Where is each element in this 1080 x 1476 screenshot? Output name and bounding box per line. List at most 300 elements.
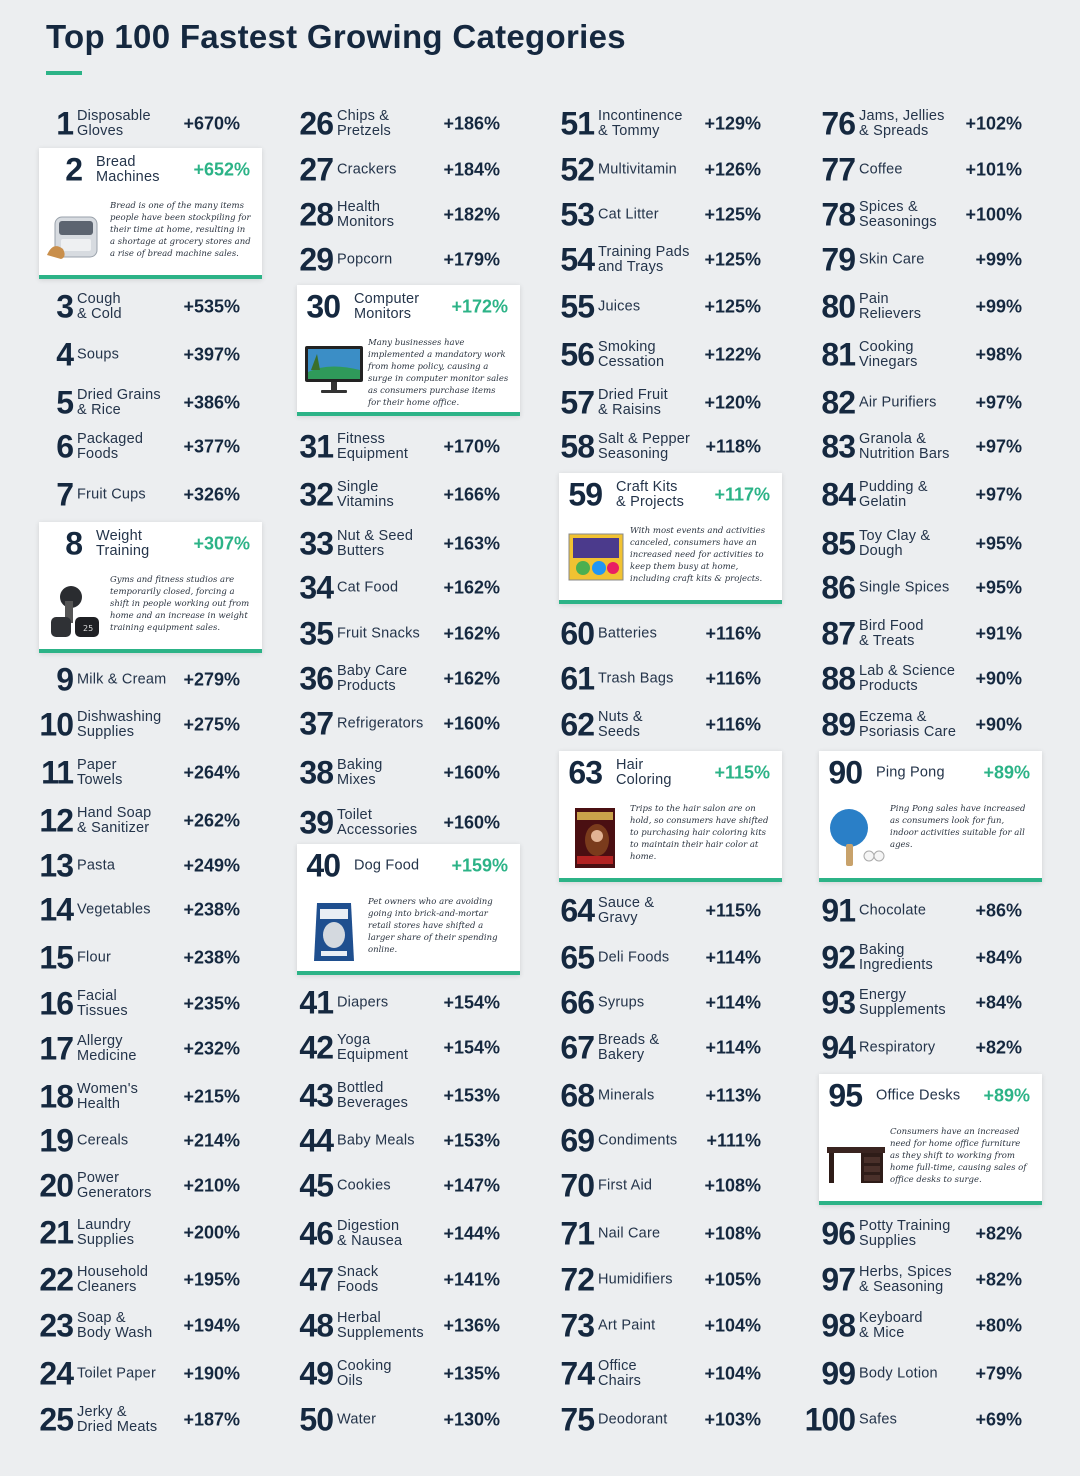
category-name: Bottled Beverages	[337, 1080, 409, 1111]
rank-number: 61	[560, 660, 594, 697]
featured-category-card	[297, 285, 520, 416]
category-row	[270, 1074, 510, 1118]
growth-percent: +200%	[183, 1222, 240, 1243]
growth-percent: +160%	[443, 812, 500, 833]
growth-percent: +86%	[975, 900, 1022, 921]
category-row	[10, 1075, 250, 1119]
rank-number: 65	[560, 939, 594, 976]
page-title: Top 100 Fastest Growing Categories	[46, 18, 626, 55]
category-row	[792, 657, 1032, 701]
rank-number: 88	[821, 660, 855, 697]
category-row	[10, 1304, 250, 1348]
growth-percent: +182%	[443, 204, 500, 225]
growth-percent: +116%	[705, 623, 761, 644]
rank-number: 37	[299, 705, 333, 742]
featured-category-card	[297, 844, 520, 975]
growth-percent: +264%	[183, 762, 240, 783]
category-row	[792, 333, 1032, 377]
rank-number: 19	[39, 1122, 73, 1159]
growth-percent: +535%	[183, 296, 240, 317]
growth-percent: +154%	[443, 992, 500, 1013]
rank-number: 30	[306, 288, 340, 325]
category-name: Spices & Seasonings	[859, 199, 937, 230]
growth-percent: +136%	[443, 1315, 500, 1336]
growth-percent: +377%	[183, 436, 240, 457]
growth-percent: +275%	[183, 714, 240, 735]
ping-pong-paddle-image	[825, 806, 887, 870]
growth-percent: +125%	[704, 249, 761, 270]
category-row	[792, 1212, 1032, 1256]
category-name: Condiments	[598, 1132, 678, 1149]
category-row	[792, 1352, 1032, 1396]
rank-number: 60	[560, 615, 594, 652]
rank-number: 75	[560, 1401, 594, 1438]
rank-number: 31	[299, 428, 333, 465]
growth-percent: +108%	[704, 1223, 761, 1244]
category-row	[819, 751, 1042, 795]
category-row	[531, 936, 771, 980]
category-row	[270, 751, 510, 795]
category-row	[270, 1119, 510, 1163]
category-row	[10, 425, 250, 469]
category-name: Yoga Equipment	[337, 1032, 409, 1063]
craft-kit-image	[565, 528, 627, 592]
rank-number: 48	[299, 1307, 333, 1344]
rank-number: 36	[299, 660, 333, 697]
growth-percent: +386%	[183, 392, 240, 413]
category-row	[559, 473, 782, 517]
growth-percent: +160%	[443, 713, 500, 734]
category-row	[270, 1164, 510, 1208]
category-row	[39, 522, 262, 566]
category-name: Bird Food & Treats	[859, 618, 924, 649]
growth-percent: +153%	[443, 1085, 500, 1106]
rank-number: 57	[560, 384, 594, 421]
category-name: Herbal Supplements	[337, 1310, 424, 1341]
category-row	[270, 1258, 510, 1302]
category-name: Herbs, Spices & Seasoning	[859, 1264, 952, 1295]
category-row	[792, 425, 1032, 469]
rank-number: 93	[821, 984, 855, 1021]
rank-number: 73	[560, 1307, 594, 1344]
growth-percent: +163%	[443, 533, 500, 554]
category-row	[531, 425, 771, 469]
rank-number: 99	[821, 1355, 855, 1392]
category-row	[10, 381, 250, 425]
growth-percent: +89%	[983, 762, 1030, 783]
category-name: Office Desks	[876, 1087, 961, 1104]
category-name: Hair Coloring	[616, 757, 672, 788]
rank-number: 23	[39, 1307, 73, 1344]
category-name: Household Cleaners	[77, 1264, 149, 1295]
rank-number: 71	[560, 1215, 594, 1252]
rank-number: 16	[39, 985, 73, 1022]
rank-number: 10	[39, 706, 73, 743]
category-name: Baby Care Products	[337, 663, 408, 694]
category-row	[270, 1352, 510, 1396]
growth-percent: +215%	[183, 1086, 240, 1107]
growth-percent: +95%	[975, 533, 1022, 554]
category-description: Gyms and fitness studios are temporarily closed, forcing a shift in people working out from home and an increase in weight training equipment sales.	[110, 575, 250, 633]
growth-percent: +114%	[705, 1037, 761, 1058]
category-description: Many businesses have implemented a mandatory work from home policy, causing a surge in computer monitor sales as consumers purchase items for their home office.	[368, 338, 509, 408]
growth-percent: +238%	[183, 947, 240, 968]
category-name: Body Lotion	[859, 1365, 938, 1382]
category-description: Pet owners who are avoiding going into brick-and-mortar retail stores have shifted a larger share of their spending online.	[368, 897, 498, 955]
rank-number: 72	[560, 1261, 594, 1298]
category-name: Women's Health	[77, 1081, 139, 1112]
category-row	[531, 1352, 771, 1396]
rank-number: 4	[56, 336, 73, 373]
category-row	[297, 285, 520, 329]
growth-percent: +187%	[183, 1409, 240, 1430]
category-name: Incontinence & Tommy	[598, 108, 683, 139]
category-row	[10, 888, 250, 932]
rank-number: 27	[299, 151, 333, 188]
category-row	[792, 102, 1032, 146]
growth-percent: +118%	[705, 436, 761, 457]
featured-category-card	[39, 522, 262, 653]
category-name: Bread Machines	[96, 154, 160, 185]
featured-category-card	[39, 148, 262, 279]
growth-percent: +114%	[705, 992, 761, 1013]
growth-percent: +279%	[183, 669, 240, 690]
rank-number: 80	[821, 288, 855, 325]
growth-percent: +307%	[193, 533, 250, 554]
rank-number: 85	[821, 525, 855, 562]
rank-number: 3	[56, 288, 73, 325]
growth-percent: +125%	[704, 204, 761, 225]
category-row	[531, 1119, 771, 1163]
category-row	[792, 1304, 1032, 1348]
rank-number: 24	[39, 1355, 73, 1392]
category-name: Breads & Bakery	[598, 1032, 660, 1063]
category-row	[270, 801, 510, 845]
rank-number: 58	[560, 428, 594, 465]
category-name: Syrups	[598, 994, 645, 1011]
category-row	[10, 844, 250, 888]
category-name: Cough & Cold	[77, 291, 122, 322]
growth-percent: +103%	[704, 1409, 761, 1430]
category-name: Fruit Snacks	[337, 625, 420, 642]
rank-number: 5	[56, 384, 73, 421]
category-description: Consumers have an increased need for home office furniture as they shift to working from home full-time, causing sales of office desks to surge.	[890, 1127, 1027, 1185]
category-row	[10, 333, 250, 377]
growth-percent: +117%	[714, 484, 770, 505]
category-name: Paper Towels	[77, 757, 123, 788]
category-name: Crackers	[337, 161, 397, 178]
category-name: Vegetables	[77, 901, 151, 918]
category-name: Toy Clay & Dough	[859, 528, 931, 559]
rank-number: 38	[299, 754, 333, 791]
rank-number: 55	[560, 288, 594, 325]
category-name: Air Purifiers	[859, 394, 937, 411]
rank-number: 25	[39, 1401, 73, 1438]
rank-number: 63	[568, 754, 602, 791]
category-row	[270, 193, 510, 237]
category-description: Ping Pong sales have increased as consumers look for fun, indoor activities suitable for all ages.	[890, 804, 1026, 850]
rank-number: 47	[299, 1261, 333, 1298]
category-name: Cat Food	[337, 579, 399, 596]
category-row	[792, 889, 1032, 933]
category-description: With most events and activities canceled, consumers have an increased need for activities to keep them busy at home, including craft kits & projects.	[630, 526, 766, 584]
category-name: Eczema & Psoriasis Care	[859, 709, 957, 740]
category-description: Trips to the hair salon are on hold, so consumers have shifted to purchasing hair coloring kits to maintain their hair color at home.	[630, 804, 769, 862]
growth-percent: +159%	[451, 855, 508, 876]
rank-number: 34	[299, 569, 333, 606]
featured-category-card	[819, 751, 1042, 882]
rank-number: 84	[821, 476, 855, 513]
category-name: Single Vitamins	[337, 479, 394, 510]
growth-percent: +130%	[443, 1409, 500, 1430]
rank-number: 1	[56, 105, 73, 142]
category-name: Jams, Jellies & Spreads	[859, 108, 945, 139]
category-name: Safes	[859, 1411, 898, 1428]
category-row	[10, 285, 250, 329]
category-name: Ping Pong	[876, 764, 945, 781]
dog-food-bag-image	[303, 899, 365, 963]
growth-percent: +166%	[443, 484, 500, 505]
growth-percent: +125%	[704, 296, 761, 317]
category-name: Lab & Science Products	[859, 663, 956, 694]
growth-percent: +179%	[443, 249, 500, 270]
category-name: Respiratory	[859, 1039, 936, 1056]
category-name: Diapers	[337, 994, 389, 1011]
growth-percent: +102%	[965, 113, 1022, 134]
growth-percent: +129%	[704, 113, 761, 134]
growth-percent: +214%	[183, 1130, 240, 1151]
category-row	[792, 981, 1032, 1025]
featured-category-card	[559, 473, 782, 604]
rank-number: 66	[560, 984, 594, 1021]
rank-number: 6	[56, 428, 73, 465]
growth-percent: +115%	[705, 900, 761, 921]
category-row	[792, 1026, 1032, 1070]
rank-number: 81	[821, 336, 855, 373]
rank-number: 59	[568, 476, 602, 513]
growth-percent: +135%	[443, 1363, 500, 1384]
category-name: Cat Litter	[598, 206, 659, 223]
monitor-image	[303, 340, 365, 404]
growth-percent: +194%	[183, 1315, 240, 1336]
rank-number: 12	[39, 802, 73, 839]
category-row	[531, 1258, 771, 1302]
rank-number: 62	[560, 706, 594, 743]
category-row	[10, 982, 250, 1026]
rank-number: 50	[299, 1401, 333, 1438]
rank-number: 70	[560, 1167, 594, 1204]
rank-number: 11	[41, 754, 73, 791]
category-name: Soap & Body Wash	[77, 1310, 153, 1341]
growth-percent: +126%	[704, 159, 761, 180]
rank-number: 94	[821, 1029, 855, 1066]
category-row	[792, 148, 1032, 192]
category-name: Pudding & Gelatin	[859, 479, 928, 510]
rank-number: 22	[39, 1261, 73, 1298]
category-row	[531, 285, 771, 329]
rank-number: 77	[821, 151, 855, 188]
category-row	[270, 657, 510, 701]
growth-percent: +116%	[705, 668, 761, 689]
category-name: Art Paint	[598, 1317, 656, 1334]
category-name: Toilet Paper	[77, 1365, 156, 1382]
category-name: Cooking Vinegars	[859, 339, 918, 370]
category-row	[10, 658, 250, 702]
category-name: Smoking Cessation	[598, 339, 665, 370]
category-row	[792, 193, 1032, 237]
growth-percent: +162%	[443, 577, 500, 598]
category-name: Cereals	[77, 1132, 129, 1149]
growth-percent: +154%	[443, 1037, 500, 1058]
rank-number: 98	[821, 1307, 855, 1344]
category-row	[297, 844, 520, 888]
category-name: Fruit Cups	[77, 486, 146, 503]
growth-percent: +80%	[975, 1315, 1022, 1336]
featured-category-card	[559, 751, 782, 882]
category-row	[39, 148, 262, 192]
category-row	[10, 1211, 250, 1255]
rank-number: 21	[39, 1214, 73, 1251]
category-description: Bread is one of the many items people have been stockpiling for their time at home, resulting in a shortage at grocery stores and a rise of bread machine sales.	[110, 201, 251, 259]
growth-percent: +100%	[965, 204, 1022, 225]
rank-number: 82	[821, 384, 855, 421]
rank-number: 86	[821, 569, 855, 606]
growth-percent: +397%	[183, 344, 240, 365]
category-row	[10, 799, 250, 843]
office-desk-image	[825, 1129, 887, 1193]
rank-number: 42	[299, 1029, 333, 1066]
rank-number: 64	[560, 892, 594, 929]
category-row	[531, 703, 771, 747]
growth-percent: +190%	[183, 1363, 240, 1384]
category-row	[270, 102, 510, 146]
category-row	[10, 102, 250, 146]
growth-percent: +98%	[975, 344, 1022, 365]
category-row	[10, 473, 250, 517]
rank-number: 46	[299, 1215, 333, 1252]
growth-percent: +91%	[975, 623, 1022, 644]
growth-percent: +97%	[975, 436, 1022, 457]
category-row	[270, 1398, 510, 1442]
growth-percent: +184%	[443, 159, 500, 180]
category-row	[531, 612, 771, 656]
growth-percent: +670%	[183, 113, 240, 134]
rank-number: 26	[299, 105, 333, 142]
rank-number: 78	[821, 196, 855, 233]
category-row	[792, 703, 1032, 747]
category-row	[531, 1304, 771, 1348]
rank-number: 8	[65, 525, 82, 562]
category-row	[531, 889, 771, 933]
category-name: Soups	[77, 346, 120, 363]
featured-category-card	[819, 1074, 1042, 1205]
rank-number: 9	[56, 661, 73, 698]
rank-number: 96	[821, 1215, 855, 1252]
category-name: Skin Care	[859, 251, 925, 268]
bread-machine-image	[45, 203, 107, 267]
growth-percent: +89%	[983, 1085, 1030, 1106]
rank-number: 7	[56, 476, 73, 513]
category-name: Deodorant	[598, 1411, 668, 1428]
category-name: Baby Meals	[337, 1132, 415, 1149]
category-row	[10, 1258, 250, 1302]
category-row	[792, 936, 1032, 980]
growth-percent: +326%	[183, 484, 240, 505]
category-name: Toilet Accessories	[337, 807, 418, 838]
category-name: Fitness Equipment	[337, 431, 409, 462]
category-row	[819, 1074, 1042, 1118]
rank-number: 20	[39, 1167, 73, 1204]
rank-number: 97	[821, 1261, 855, 1298]
growth-percent: +104%	[704, 1363, 761, 1384]
rank-number: 29	[299, 241, 333, 278]
growth-percent: +186%	[443, 113, 500, 134]
rank-number: 51	[560, 105, 594, 142]
svg-text:25: 25	[83, 624, 94, 633]
rank-number: 53	[560, 196, 594, 233]
growth-percent: +115%	[714, 762, 770, 783]
rank-number: 79	[821, 241, 855, 278]
category-name: Dog Food	[354, 857, 420, 874]
growth-percent: +172%	[451, 296, 508, 317]
category-name: Coffee	[859, 161, 903, 178]
category-row	[792, 566, 1032, 610]
category-name: Packaged Foods	[77, 431, 144, 462]
growth-percent: +95%	[975, 577, 1022, 598]
growth-percent: +153%	[443, 1130, 500, 1151]
category-name: Health Monitors	[337, 199, 395, 230]
category-row	[270, 148, 510, 192]
category-name: Chocolate	[859, 902, 927, 919]
category-name: Popcorn	[337, 251, 393, 268]
category-name: Multivitamin	[598, 161, 677, 178]
growth-percent: +249%	[183, 855, 240, 876]
growth-percent: +99%	[975, 296, 1022, 317]
category-name: First Aid	[598, 1177, 653, 1194]
category-name: Cooking Oils	[337, 1358, 392, 1389]
growth-percent: +111%	[706, 1130, 761, 1151]
growth-percent: +238%	[183, 899, 240, 920]
dumbbell-image	[45, 577, 107, 641]
growth-percent: +84%	[975, 992, 1022, 1013]
growth-percent: +116%	[705, 714, 761, 735]
growth-percent: +122%	[704, 344, 761, 365]
category-row	[559, 751, 782, 795]
category-name: Nail Care	[598, 1225, 661, 1242]
rank-number: 41	[299, 984, 333, 1021]
category-name: Granola & Nutrition Bars	[859, 431, 950, 462]
category-row	[531, 381, 771, 425]
category-name: Energy Supplements	[859, 987, 946, 1018]
rank-number: 100	[804, 1401, 855, 1438]
growth-percent: +170%	[443, 436, 500, 457]
growth-percent: +652%	[193, 159, 250, 180]
growth-percent: +90%	[975, 668, 1022, 689]
growth-percent: +90%	[975, 714, 1022, 735]
category-name: Disposable Gloves	[77, 108, 151, 139]
category-row	[10, 1352, 250, 1396]
rank-number: 69	[560, 1122, 594, 1159]
rank-number: 15	[39, 939, 73, 976]
category-name: Minerals	[598, 1087, 655, 1104]
category-row	[531, 238, 771, 282]
growth-percent: +120%	[704, 392, 761, 413]
category-name: Dried Grains & Rice	[77, 387, 161, 418]
category-name: Deli Foods	[598, 949, 670, 966]
category-name: Keyboard & Mice	[859, 1310, 923, 1341]
category-name: Weight Training	[96, 528, 150, 559]
category-name: Potty Training Supplies	[859, 1218, 951, 1249]
